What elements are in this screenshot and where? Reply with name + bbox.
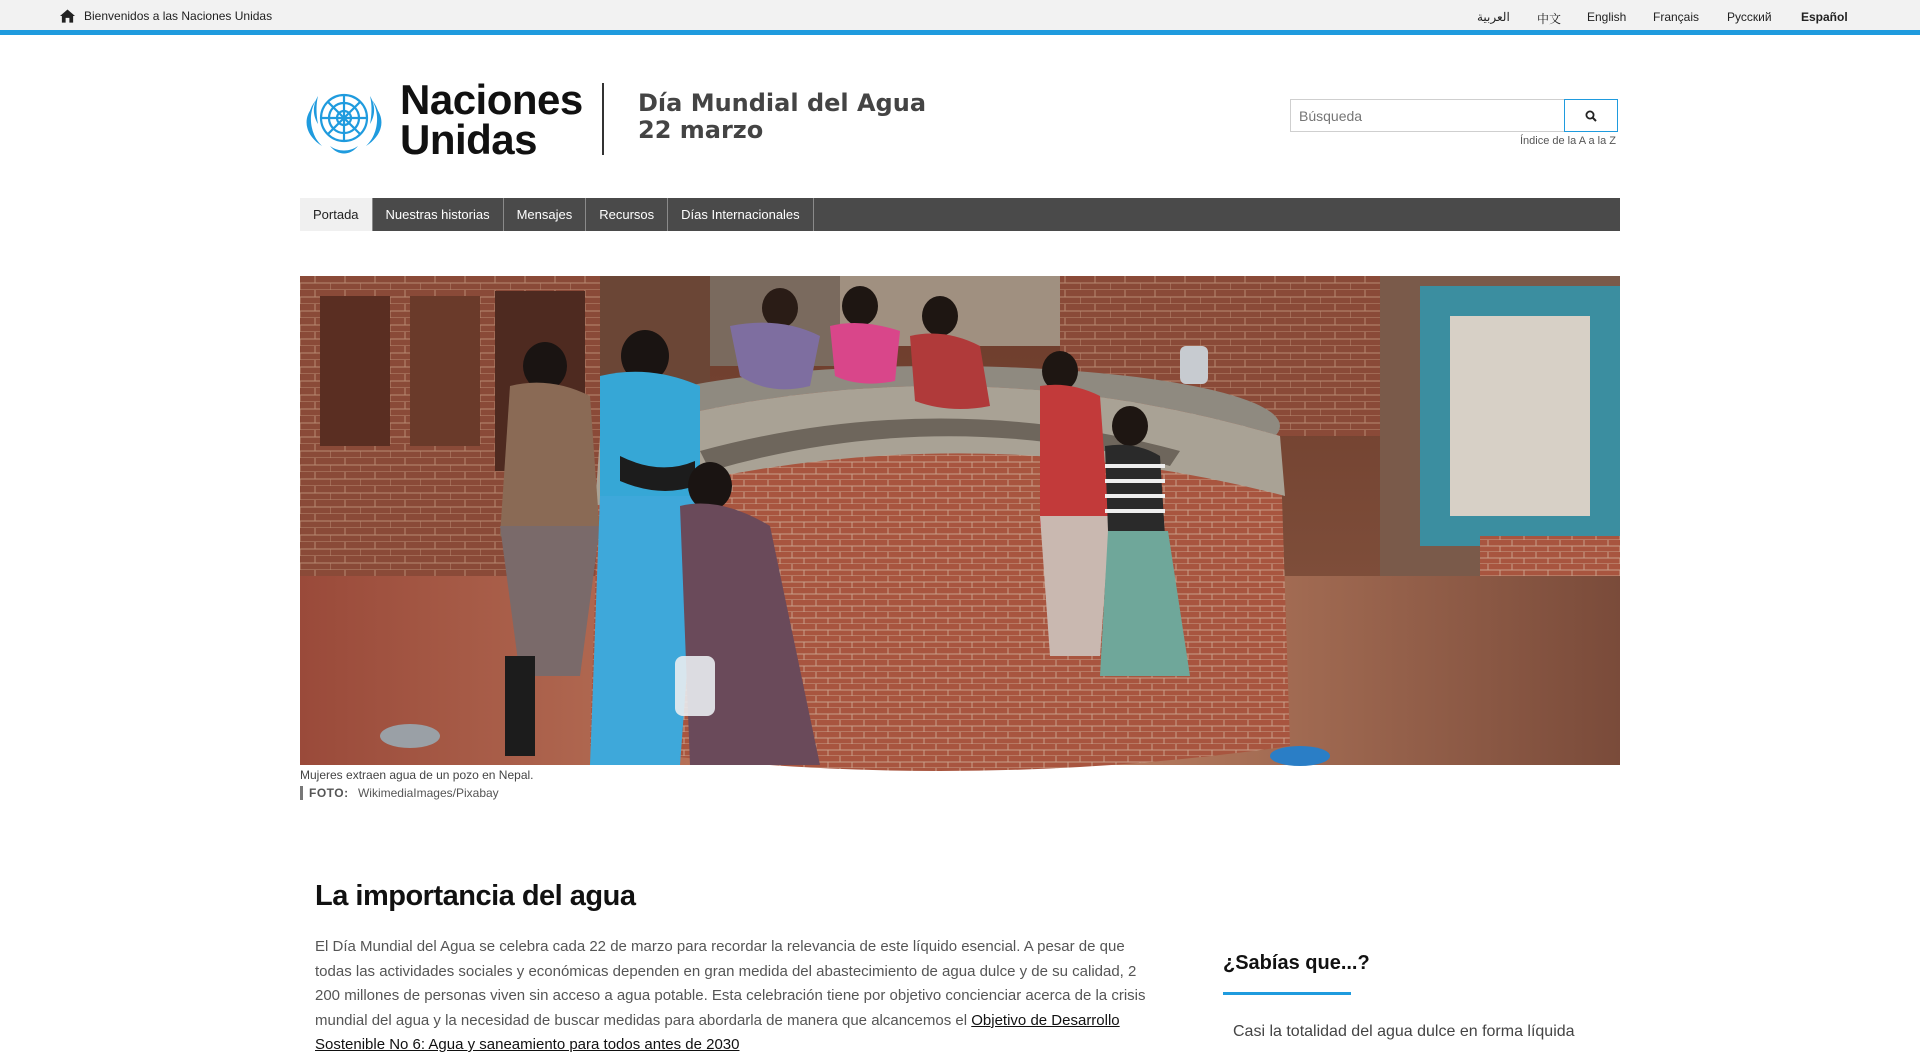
sdg6-link[interactable]: Objetivo de Desarrollo Sostenible No 6: Agua y saneamiento para todos antes de 2030 bbox=[315, 1011, 1120, 1053]
sidebar-text: Casi la totalidad del agua dulce en forma líquida bbox=[1233, 1023, 1575, 1040]
site-title-line2: 22 marzo bbox=[638, 116, 764, 144]
hero-caption: Mujeres extraen agua de un pozo en Nepal. bbox=[300, 768, 534, 782]
well-photo bbox=[300, 276, 1620, 765]
sidebar-title: ¿Sabías que...? bbox=[1223, 952, 1370, 974]
nav-item-recursos[interactable]: Recursos bbox=[586, 198, 668, 231]
search-icon bbox=[1585, 110, 1597, 122]
nav-item-nuestras-historias[interactable]: Nuestras historias bbox=[373, 198, 504, 231]
hero-credit bbox=[300, 786, 499, 800]
site-title-link[interactable] bbox=[638, 90, 926, 144]
section-heading: La importancia del agua bbox=[315, 880, 636, 912]
logo-divider bbox=[602, 83, 604, 155]
lang-arabic[interactable]: العربية bbox=[1477, 10, 1510, 24]
home-icon bbox=[60, 9, 75, 23]
intro-paragraph-text: El Día Mundial del Agua se celebra cada 22 de marzo para recordar la relevancia de este líquido esencial. A pesar de que todas las actividades sociales y económicas dependen en gran medida del abastecimiento de agua dulce y de su calidad, 2 200 millones de personas viven sin acceso a agua potable. Esta celebración tiene por objetivo concienciar acerca de la crisis mundial del agua y la necesidad de buscar medidas para abordarla de manera que alcancemos el bbox=[315, 938, 1146, 1029]
search-form bbox=[1290, 99, 1618, 132]
logo-line2: Unidas bbox=[400, 116, 538, 163]
nav-item-dias-internacionales[interactable]: Días Internacionales bbox=[668, 198, 814, 231]
search-button[interactable] bbox=[1564, 99, 1618, 132]
lang-english[interactable]: English bbox=[1587, 10, 1627, 24]
intro-paragraph bbox=[315, 935, 1165, 1058]
lang-chinese[interactable]: 中文 bbox=[1537, 12, 1562, 26]
site-title-line1: Día Mundial del Agua bbox=[638, 89, 927, 117]
welcome-text: Bienvenidos a las Naciones Unidas bbox=[84, 9, 273, 23]
un-emblem-icon bbox=[296, 80, 392, 160]
nav-item-portada[interactable]: Portada bbox=[300, 198, 373, 231]
welcome-link[interactable] bbox=[60, 9, 272, 23]
credit-value: WikimediaImages/Pixabay bbox=[357, 786, 499, 800]
sidebar-divider bbox=[1223, 992, 1351, 995]
lang-french[interactable]: Français bbox=[1653, 10, 1700, 24]
logo-line1: Naciones bbox=[400, 76, 583, 123]
top-bar bbox=[0, 0, 1920, 35]
logo-text bbox=[400, 76, 583, 163]
search-input[interactable] bbox=[1291, 100, 1564, 131]
un-logo-link[interactable] bbox=[296, 76, 586, 163]
credit-label: FOTO: bbox=[309, 786, 349, 800]
nav-item-mensajes[interactable]: Mensajes bbox=[504, 198, 587, 231]
lang-russian[interactable]: Русский bbox=[1727, 10, 1772, 24]
main-nav bbox=[300, 198, 1620, 231]
hero-image bbox=[300, 276, 1620, 765]
az-index-link[interactable]: Índice de la A a la Z bbox=[1519, 135, 1616, 147]
lang-spanish[interactable]: Español bbox=[1801, 10, 1848, 24]
